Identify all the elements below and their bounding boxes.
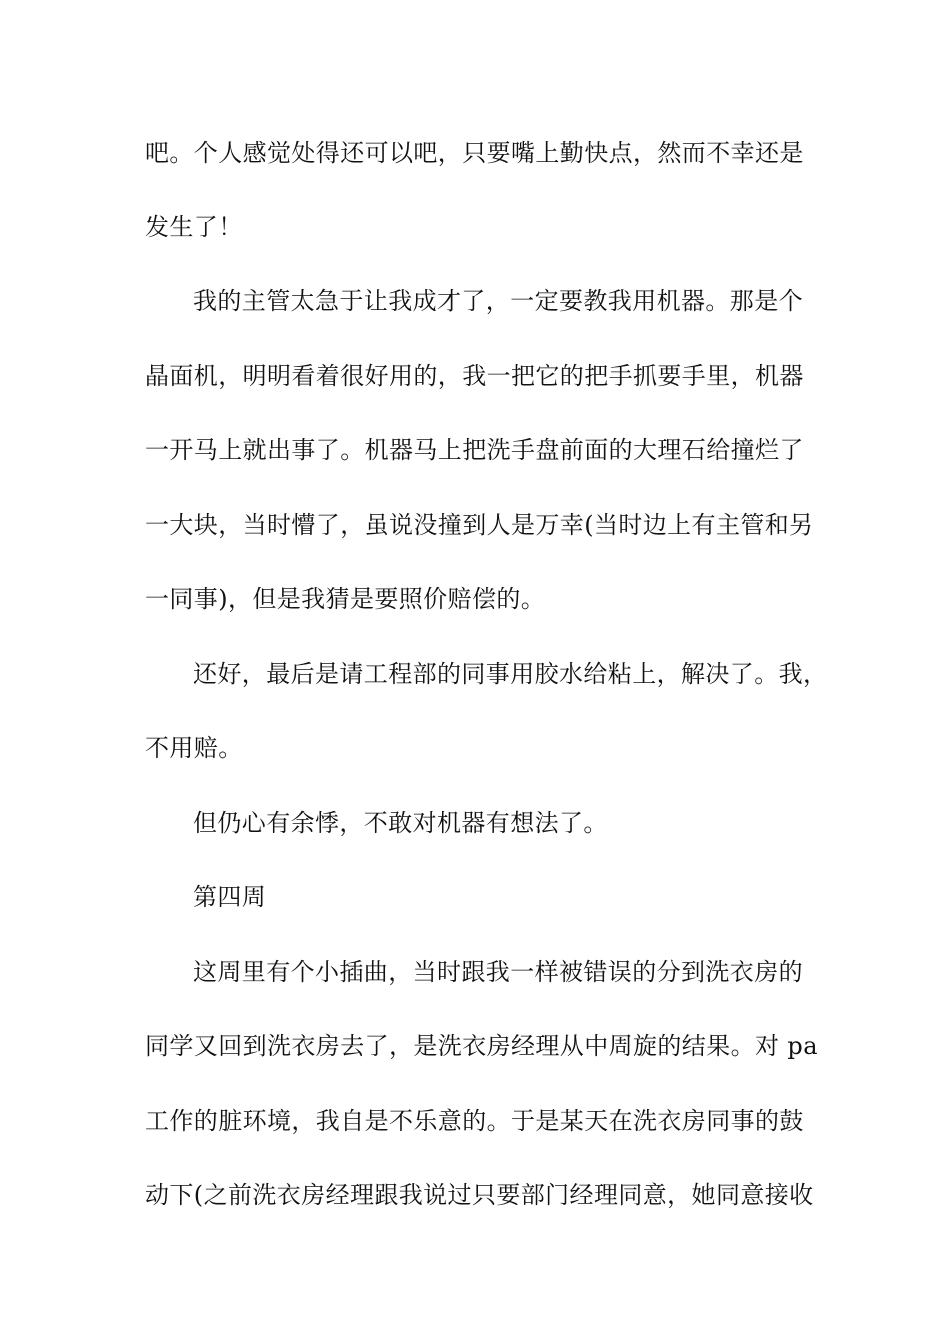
text-line: 一大块，当时懵了，虽说没撞到人是万幸(当时边上有主管和另 — [145, 511, 814, 539]
paragraph-first-line: 还好，最后是请工程部的同事用胶水给粘上，解决了。我， — [193, 660, 828, 688]
text-line: 发生了！ — [145, 213, 243, 241]
text-line: 同学又回到洗衣房去了，是洗衣房经理从中周旋的结果。对 pa — [145, 1032, 818, 1060]
paragraph-first-line: 但仍心有余悸，不敢对机器有想法了。 — [193, 809, 608, 837]
section-heading: 第四周 — [193, 883, 267, 911]
text-line: 不用赔。 — [145, 734, 243, 762]
text-line: 一同事)，但是我猜是要照价赔偿的。 — [145, 585, 546, 613]
paragraph-first-line: 这周里有个小插曲，当时跟我一样被错误的分到洗衣房的 — [193, 958, 803, 986]
text-line: 晶面机，明明看着很好用的，我一把它的把手抓要手里，机器 — [145, 362, 804, 390]
paragraph-first-line: 我的主管太急于让我成才了，一定要教我用机器。那是个 — [193, 287, 803, 315]
text-line: 动下(之前洗衣房经理跟我说过只要部门经理同意，她同意接收 — [145, 1181, 814, 1209]
text-line: 工作的脏环境，我自是不乐意的。于是某天在洗衣房同事的鼓 — [145, 1107, 804, 1135]
text-line: 吧。个人感觉处得还可以吧，只要嘴上勤快点，然而不幸还是 — [145, 139, 804, 167]
text-line: 一开马上就出事了。机器马上把洗手盘前面的大理石给撞烂了 — [145, 436, 804, 464]
